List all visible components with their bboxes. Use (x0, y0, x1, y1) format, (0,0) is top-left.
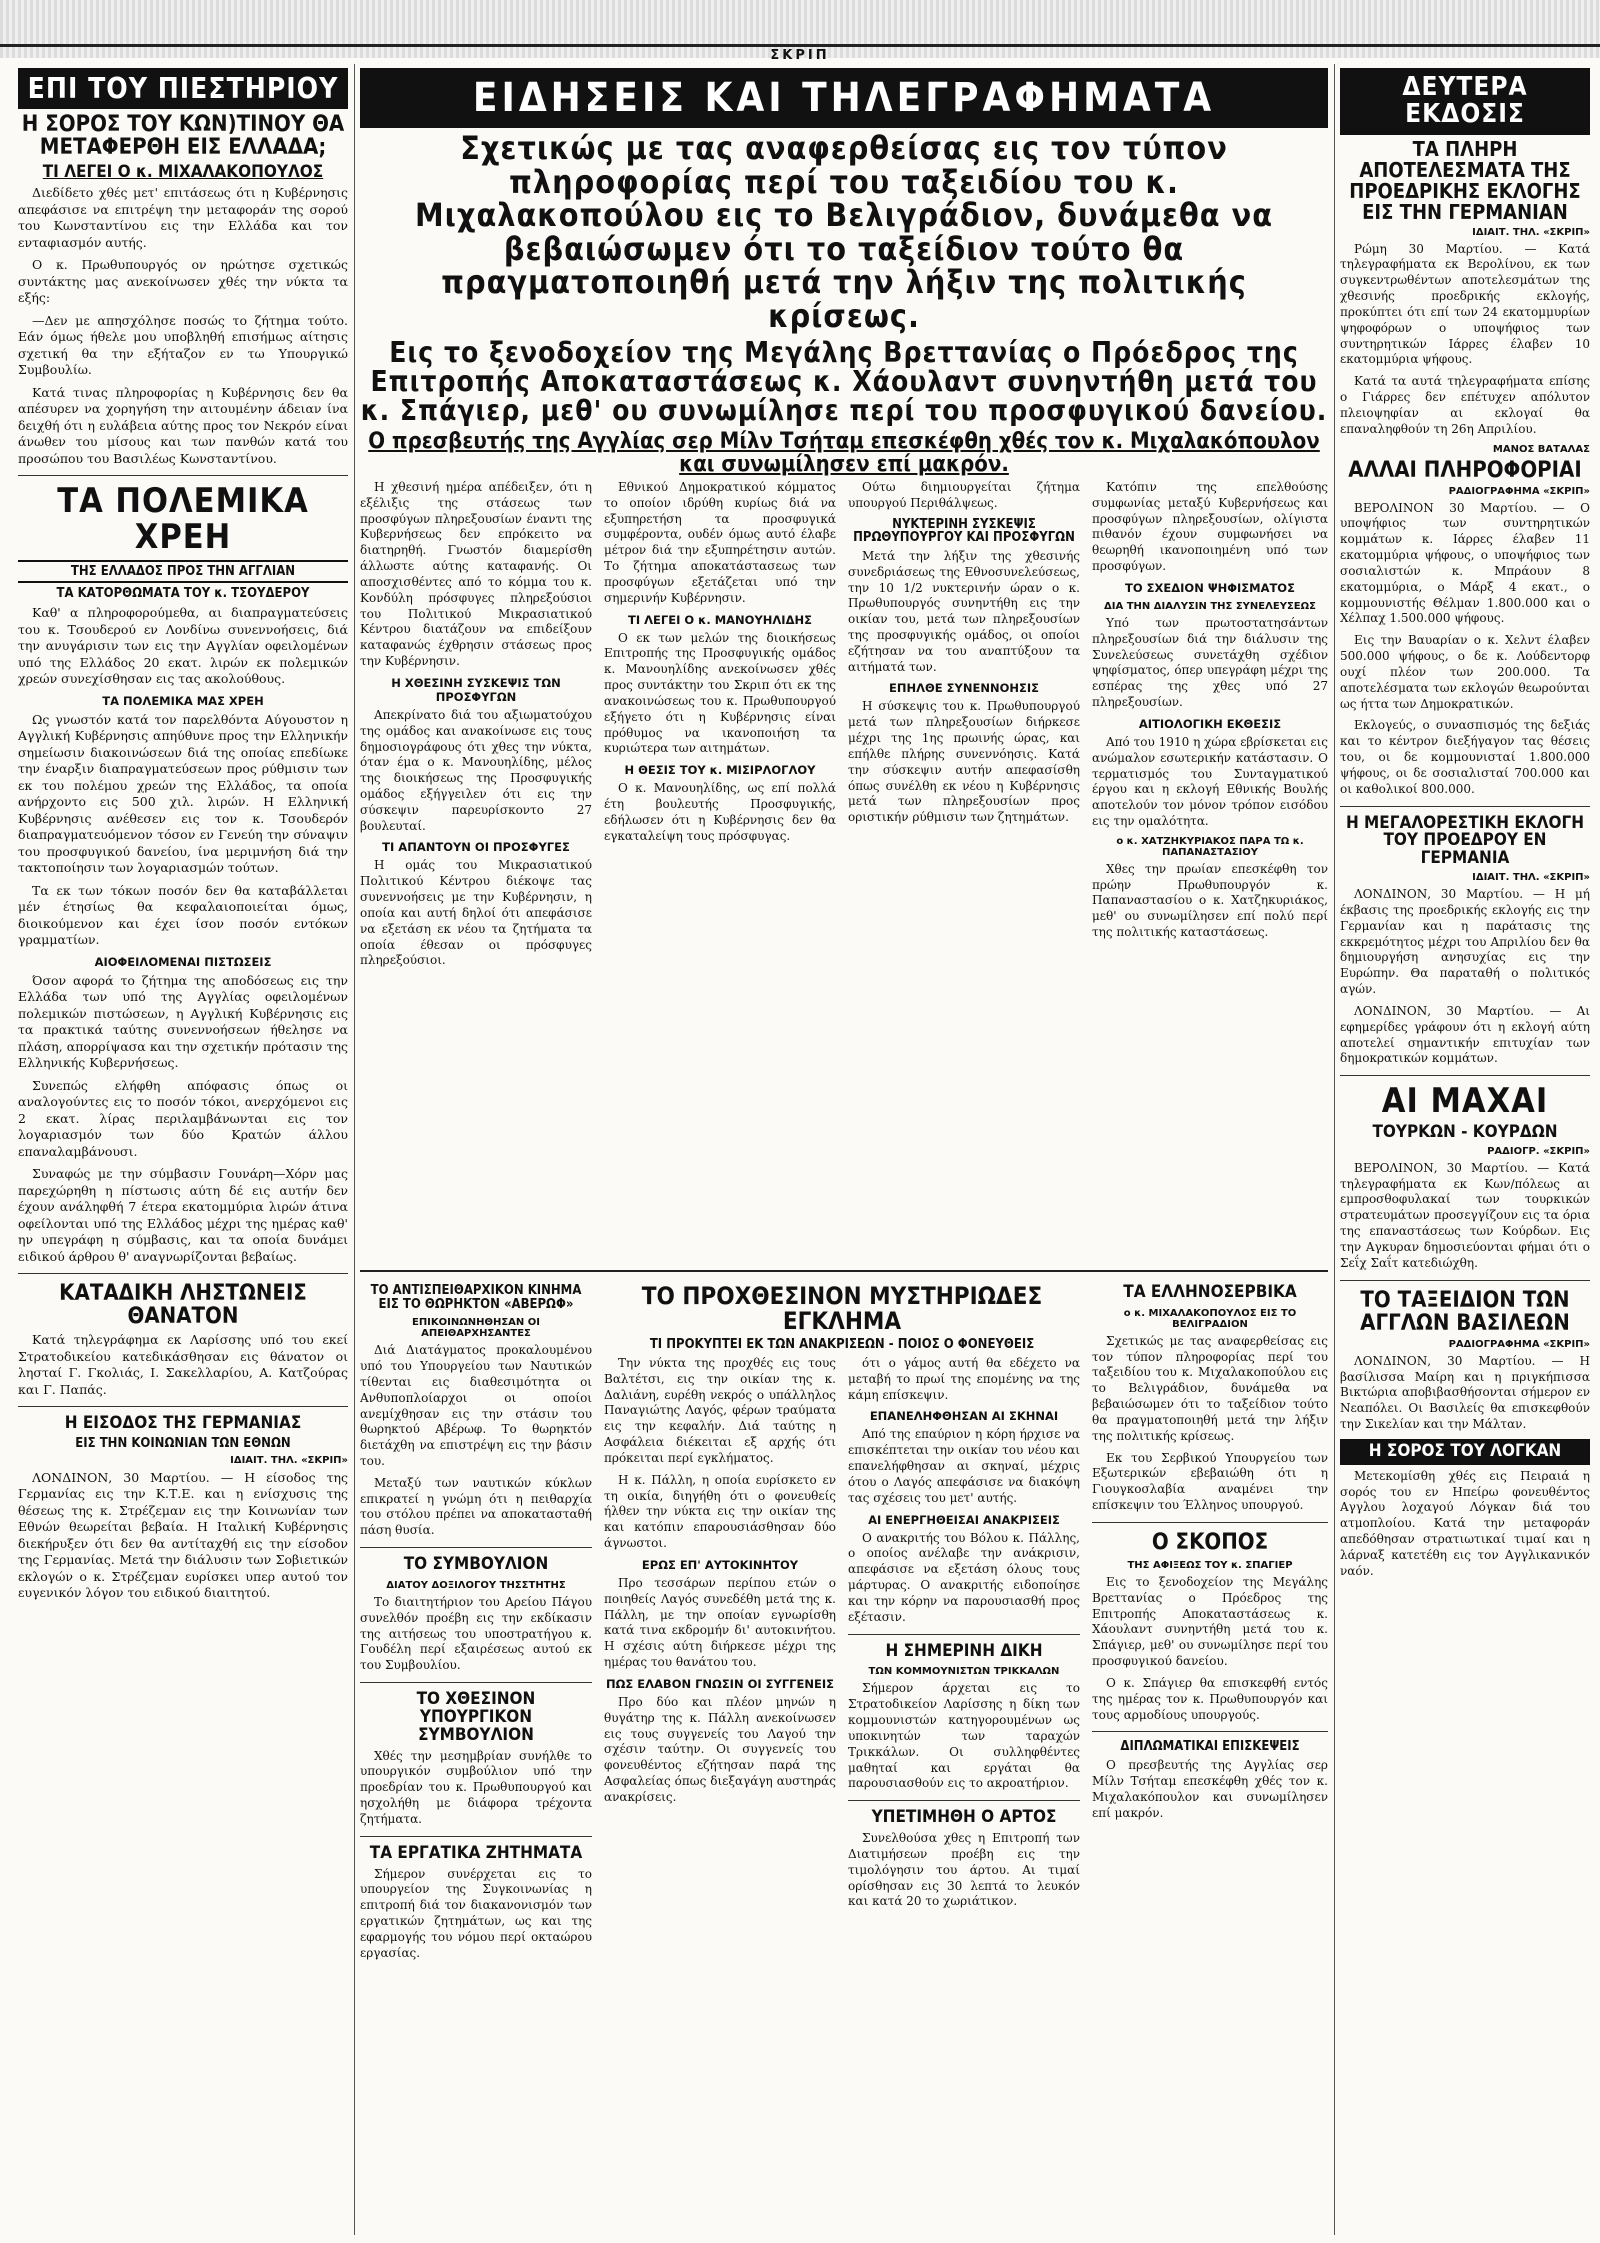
section-label: ΔΙΑ ΤΗΝ ΔΙΑΛΥΣΙΝ ΤΗΣ ΣΥΝΕΛΕΥΣΕΩΣ (1104, 600, 1316, 612)
headline-purpose: Ο ΣΚΟΠΟΣ (1151, 1529, 1269, 1555)
article-paragraph: —Δεν με απησχόλησε ποσώς το ζήτημα τούτο. Εάν όμως ήθελε μου υποβληθή επισήμως αίτησις σχετική θα την εξήταζον εν τω Υπουργικώ Συμβουλίω. (18, 312, 348, 378)
center-subcolumn (604, 1356, 836, 2176)
section-label: Η ΘΕΣΙΣ ΤΟΥ κ. ΜΙΣΙΡΛΟΓΛΟΥ (624, 763, 816, 778)
article-paragraph: ότι ο γάμος αυτή θα εδέχετο να μεταβή το πρωί της επομένης να της κάμη επίσκεψιν. (848, 1355, 1080, 1402)
center-subcolumn (848, 480, 1080, 1260)
headline-other-info: ΑΛΛΑΙ ΠΛΗΡΟΦΟΡΙΑΙ (1348, 457, 1582, 483)
article-paragraph: Ο πρεσβευτής της Αγγλίας σερ Μίλν Τσήταμ επεσκέφθη χθές τον κ. Μιχαλακόπουλον και συνωμίλησεν επί μακρόν. (1092, 1758, 1328, 1820)
article-paragraph: Κατά τηλεγράφημα εκ Λαρίσσης υπό του εκεί Στρατοδικείου κατεδικάσθησαν εις θάνατον οι λησταί Γ. Γκολιάς, Ι. Σακελλαρίου, Α. Κατζούρας και Γ. Παπάς. (18, 1332, 348, 1397)
section-label: ΤΙ ΛΕΓΕΙ Ο κ. ΜΑΝΟΥΗΛΙΔΗΣ (628, 612, 812, 627)
article-paragraph: Προ δύο και πλέον μηνών η θυγάτηρ της κ. Πάλλη ανεκοίνωσεν εις τους συγγενείς του Λαγού την σχέσιν ταύτην. Οι συγγενείς του φονευθέντος εζήτησαν παρά της Ασφαλείας όπως διεξαγάγη αυστηράς ανακρίσεις. (604, 1694, 836, 1804)
masthead-name: ΣΚΡΙΠ (770, 48, 830, 63)
article-paragraph: Εκ του Σερβικού Υπουργείου των Εξωτερικών εβεβαιώθη ότι η Γιουγκοσλαβία αναμένει την επίσκεψιν του Έλληνος υπουργού. (1092, 1450, 1328, 1513)
divider (848, 1800, 1080, 1801)
section-label: ΕΠΙΚΟΙΝΩΝΗΘΗΣΑΝ ΟΙ ΑΠΕΙΘΑΡΧΗΣΑΝΤΕΣ (411, 1317, 540, 1340)
center-section (360, 64, 1328, 2235)
headline-press: ΕΠΙ ΤΟΥ ΠΙΕΣΤΗΡΙΟΥ (18, 68, 348, 109)
article-paragraph: Συναφώς με την σύμβασιν Γουνάρη—Χόρν μας παρεχώρηθη η πίστωσις αύτη δέ εις αυτήν δεν έχουν ανάληφθή 7 έτερα εκατομμύρια λιρών άτινα οφείλονται υπό της Ελλάδος μέχρι της ημέρας καθ' ην υπεγράφη η σύμβασις, και τα οποία δυνάμει ειδικού άρθρου θ' αναγνωρίζονται βεβαίως. (18, 1166, 348, 1264)
article-paragraph: Εις το ξενοδοχείον της Μεγάλης Βρεττανίας ο Πρόεδρος της Επιτροπής Αποκαταστάσεως κ. Χάουλαντ συνηντήθη μετά του κ. Σπάγιερ, μεθ' ου συνωμίλησε περί του προσφυγικού δανείου. (1092, 1574, 1328, 1669)
wire-tag: ΙΔΙΑΙΤ. ΤΗΛ. «ΣΚΡΙΠ» (230, 1454, 348, 1466)
center-subcolumn (604, 480, 836, 1260)
subhead-michalakopoulos: ΤΙ ΛΕΓΕΙ Ο κ. ΜΙΧΑΛΑΚΟΠΟΥΛΟΣ (42, 161, 324, 182)
article-paragraph: Σχετικώς με τας αναφερθείσας εις τον τύπον πληροφορίας περί του ταξειδίου του κ. Μιχαλακοπούλου εις το Βελιγράδιον, δυνάμεθα να βεβαιώσωμεν ότι το ταξείδιον τούτο θα πραγματοποιηθή μετά την λήξιν της πολιτικής κρίσεως. (1092, 1333, 1328, 1443)
section-label: Η ΧΘΕΣΙΝΗ ΣΥΣΚΕΨΙΣ ΤΩΝ ΠΡΟΣΦΥΓΩΝ (391, 675, 561, 704)
article-paragraph: ΒΕΡΟΛΙΝΟΝ 30 Μαρτίου. — Ο υποψήφιος των συντηρητικών κομμάτων κ. Ιάρρες έλαβεν 11 εκατομμύρια ψήφους, ο υποψήφιος των σοσιαλιστών κ. Μπράουν 8 εκατομμύρια, ο Μάρξ 4 εκατ., ο κομμουνιστής Θέλμαν 1.800.000 και ο Χέλπαχ 1.500.000 ψήφους. (1340, 500, 1590, 626)
wire-tag: ΙΔΙΑΙΤ. ΤΗΛ. «ΣΚΡΙΠ» (1472, 226, 1590, 238)
article-paragraph: Καθ' α πληροφορούμεθα, αι διαπραγματεύσεις του κ. Τσουδερού εν Λονδίνω συνεννοήσεις, διά την ανυγάρισιν των εις την Αγγλίαν οφειλομένων υπό της Ελλάδος 20 εκατ. λιρών εκ πολεμικών χρεών συνεχίσθησαν εις τας ακολούθους. (18, 605, 348, 687)
article-paragraph: ΛΟΝΔΙΝΟΝ, 30 Μαρτίου. — Η μή έκβασις της προεδρικής εκλογής εις την Γερμανίαν και η παράτασις της εκκρεμότητος μέχρι του Απριλίου δεν θα δημιουργήση ανησυχίας εις την Ευρώπην. Θα παραταθή ο πολιτικός αγών. (1340, 887, 1590, 997)
section-label: ΤΟ ΣΧΕΔΙΟΝ ΨΗΦΙΣΜΑΤΟΣ (1125, 580, 1295, 595)
section-label: ΕΠΗΛΘΕ ΣΥΝΕΝΝΟΗΣΙΣ (889, 681, 1039, 696)
article-paragraph: Υπό των πρωτοστατησάντων πληρεξουσίων διά την διάλυσιν της Συνελεύσεως συνετάχθη σχέδιον ψηφίσματος, όπερ υπεγράφη μέχρι της εσπέρας της χθες υπό 27 πληρεξουσίων. (1092, 615, 1328, 710)
section-label: ΝΥΚΤΕΡΙΝΗ ΣΥΣΚΕΨΙΣ ΠΡΩΘΥΠΟΥΡΓΟΥ ΚΑΙ ΠΡΟΣΦΥΓΩΝ (853, 516, 1075, 546)
article-paragraph: ΛΟΝΔΙΝΟΝ, 30 Μαρτίου. — Η βασίλισσα Μαίρη και η πριγκήπισσα Βικτώρια αποβιβασθήσονται σήμερον εν Νεαπόλει. Οι Βασιλείς θα επισκεφθούν την Σικελίαν και την Μάλταν. (1340, 1353, 1590, 1431)
article-paragraph: Τα εκ των τόκων ποσόν δεν θα καταβάλλεται μέν έτησίως θα κεφαλαιοποιείται όμως, διοικούμενον και έχει ίσον ποσόν εντόκων γραμματίων. (18, 882, 348, 948)
divider (1092, 1731, 1328, 1732)
section-banner: ΕΙΔΗΣΕΙΣ ΚΑΙ ΤΗΛΕΓΡΑΦΗΜΑΤΑ (360, 68, 1328, 128)
wire-tag: ΡΑΔΙΟΓΡΑΦΗΜΑ «ΣΚΡΙΠ» (1448, 485, 1590, 497)
headline-bread: ΥΠΕΤΙΜΗΘΗ Ο ΑΡΤΟΣ (871, 1807, 1057, 1828)
headline-council: ΤΟ ΣΥΜΒΟΥΛΙΟΝ (403, 1554, 549, 1575)
headline-mysterious-crime: ΤΟ ΠΡΟΧΘΕΣΙΝΟΝ ΜΥΣΤΗΡΙΩΔΕΣ ΕΓΚΛΗΜΑ (641, 1281, 1043, 1336)
section-label: ΕΠΑΝΕΛΗΦΘΗΣΑΝ ΑΙ ΣΚΗΝΑΙ (869, 1409, 1059, 1424)
section-label: ΑΙΤΙΟΛΟΓΙΚΗ ΕΚΘΕΣΙΣ (1138, 716, 1282, 731)
headline-logan-coffin: Η ΣΟΡΟΣ ΤΟΥ ΛΟΓΚΑΝ (1340, 1439, 1590, 1465)
center-subcolumn (848, 1356, 1080, 2176)
article-paragraph: Μετά την λήξιν της χθεσινής συνεδριάσεως της Εθνοσυνελεύσεως, την 10 1/2 νυκτερινήν ώραν ο κ. Πρωθυπουργός συνηντήθη εις την οικίαν του, μετά των πληρεξουσίων της προσφυγικής ομάδος, οι οποίοι εζήτησαν να του αναπτύξουν τα αιτήματά των. (848, 548, 1080, 674)
article-paragraph: Μετεκομίσθη χθές εις Πειραιά η σορός του εν Ηπείρω φονευθέντος Αγγλου λοχαγού Λόγκαν διά του ατμοπλοίου. Κατά την μεταφοράν απεδόθησαν στρατιωτικαί τιμαί και η λάρναξ κατετέθη εις τον Αγγλικανικόν ναόν. (1340, 1468, 1590, 1578)
article-paragraph: Η κ. Πάλλη, η οποία ευρίσκετο εν τη οικία, διηγήθη ότι ο φονευθείς ήλθεν την νύκτα εις την οικίαν της και κατόπιν επαρουσιάσθησαν δύο άγνωστοι. (604, 1472, 836, 1551)
center-subcolumn (1092, 480, 1328, 1260)
headline-labor: ΤΑ ΕΡΓΑΤΙΚΑ ΖΗΤΗΜΑΤΑ (369, 1842, 583, 1863)
divider (1340, 1280, 1590, 1281)
divider (1340, 1075, 1590, 1076)
center-subcolumn (360, 480, 592, 1260)
headline-death-sentence: ΚΑΤΑΔΙΚΗ ΛΗΣΤΩΝΕΙΣ ΘΑΝΑΤΟΝ (59, 1281, 307, 1330)
article-paragraph: Ως γνωστόν κατά τον παρελθόντα Αύγουστον η Αγγλική Κυβέρνησις απηύθυνε προς την Ελληνικήν σημείωσιν διακοινώσεων διά της οποίας επεδίωκε την έναρξιν διαπραγματεύσεων προς ρύθμισιν των εκ του πολέμου χρεών της Ελλάδος, τα οποία ανήρχοντο εις 500 χιλ. λιρών. Η Ελληνική Κυβέρνησις ανέθεσεν εις τον κ. Τσουδερόν διαπραγματευόμενον τόσον εν Γενεύη την σύναψιν του προσφυγικού δανείου, ίνα μεριμνήση διά την τακτοποίησιν των λογαριασμών τούτων. (18, 711, 348, 876)
article-paragraph: Το διαιτητήριον του Αρείου Πάγου συνελθόν προέβη εις την εκδίκασιν της αιτήσεως του υποστρατήγου κ. Γουδέλη περί εξαιρέσεως αυτού εκ του Συμβουλίου. (360, 1594, 592, 1673)
section-label: ΑΙΟΦΕΙΛΟΜΕΝΑΙ ΠΙΣΤΩΣΕΙΣ (94, 954, 272, 969)
article-paragraph: Ο κ. Μανουηλίδης, ως επί πολλά έτη βουλευτής Προσφυγικής, εδήλωσεν ότι η Κυβέρνησις δεν θα εγκαταλείψη τους πρόσφυγας. (604, 781, 836, 843)
article-paragraph: Κατόπιν της επελθούσης συμφωνίας μεταξύ Κυβερνήσεως και προσφύγων πληρεξουσίων, ολίγιστα πιθανόν έχουν συμφωνήσει να θεωρηθή ικανοποιημένη υπό των προσφύγων. (1092, 479, 1328, 574)
headline-royal-trip: ΤΟ ΤΑΞΕΙΔΙΟΝ ΤΩΝ ΑΓΓΛΩΝ ΒΑΣΙΛΕΩΝ (1360, 1287, 1570, 1336)
headline-second-edition: ΔΕΥΤΕΡΑ ΕΚΔΟΣΙΣ (1340, 68, 1590, 135)
column-rule (354, 64, 355, 2235)
headline-averof-mutiny: ΤΟ ΑΝΤΙΣΠΕΙΘΑΡΧΙΚΟΝ ΚΙΝΗΜΑ ΕΙΣ ΤΟ ΘΩΡΗΚΤΟΝ «ΑΒΕΡΩΦ» (370, 1282, 582, 1312)
article-paragraph: Σήμερον συνέρχεται εις το υπουργείον της Συγκοινωνίας η επιτροπή διά τον διακανονισμόν των εργατικών ζητημάτων, ως και της εφαρμογής του νόμου περί οκταώρου εργασίας. (360, 1866, 592, 1960)
article-paragraph: Από της επαύριον η κόρη ήρχισε να επισκέπτεται την οικίαν του νέου και επανελήφθησαν αι σκηναί, μέχρις ότου ο Λαγός απεφάσισε να διακόψη τας σχέσεις του μετ' αυτής. (848, 1427, 1080, 1505)
article-paragraph: Κατά τα αυτά τηλεγραφήματα επίσης ο Γιάρρες δεν επέτυχεν απόλυτον πλειοψηφίαν αι εκλογαί θα επαναληφθούν τη 26η Απριλίου. (1340, 374, 1590, 436)
article-paragraph: Ο εκ των μελών της διοικήσεως Επιτροπής της Προσφυγικής ομάδος κ. Μανουηλίδης ανεκοίνωσεν χθές προς συντάκτην του Σκριπ ότι εκ της ανακοινώσεως του κ. Πρωθυπουργού εξήγετο ότι η Κυβέρνησις είναι πρόθυμος να ικανοποιήση τα κυριώτερα των αιτημάτων. (604, 630, 836, 756)
divider (360, 1547, 592, 1548)
section-label: ΑΙ ΕΝΕΡΓΗΘΕΙΣΑΙ ΑΝΑΚΡΙΣΕΙΣ (868, 1512, 1060, 1527)
masthead (0, 0, 1600, 63)
headline-cabinet: ΤΟ ΧΘΕΣΙΝΟΝ ΥΠΟΥΡΓΙΚΟΝ ΣΥΜΒΟΥΛΙΟΝ (416, 1689, 536, 1745)
wire-tag: ΡΑΔΙΟΓΡ. «ΣΚΡΙΠ» (1487, 1145, 1590, 1157)
headline-germany-entry: Η ΕΙΣΟΔΟΣ ΤΗΣ ΓΕΡΜΑΝΙΑΣ (64, 1413, 302, 1434)
subhead-greece-england: ΤΗΣ ΕΛΛΑΔΟΣ ΠΡΟΣ ΤΗΝ ΑΓΓΛΙΑΝ (18, 560, 348, 584)
section-label: ΕΡΩΣ ΕΠ' ΑΥΤΟΚΙΝΗΤΟΥ (641, 1557, 799, 1572)
article-paragraph: Ο κ. Πρωθυπουργός ον ηρώτησε σχετικώς συντάκτης μας ανεκοίνωσεν χθές την νύκτα τα εξής: (18, 257, 348, 306)
article-paragraph: ΛΟΝΔΙΝΟΝ, 30 Μαρτίου. — Αι εφημερίδες γράφουν ότι η εκλογή αύτη αποτελεί σημαντικήν επιτυχίαν των δημοκρατικών κομμάτων. (1340, 1003, 1590, 1066)
article-paragraph: ΒΕΡΟΛΙΝΟΝ, 30 Μαρτίου. — Κατά τηλεγραφήματα εκ Κων/πόλεως αι εμπροσθοφυλακαί των τουρκικών στρατευμάτων προσεγγίζουν εις τα όρια της επαναστάσεως των Κούρδων. Εις την Αγκυραν δημοσιεύονται φήμαι ότι ο Σεΐχ Σαΐτ κατεδιώχθη. (1340, 1160, 1590, 1270)
divider (18, 1406, 348, 1407)
byline: ΜΑΝΟΣ ΒΑΤΑΛΑΣ (1492, 443, 1590, 455)
left-column (18, 64, 348, 2235)
right-column (1340, 64, 1590, 2235)
article-paragraph: Συνεπώς ελήφθη απόφασις όπως οι αναλογούντες εις το ποσόν τόκοι, ανερχόμενοι εις 2 εκατ. λίρας περιλαμβάνωνται εις τον λογαριασμόν των δύο Κρατών άλλου επαναλαμβάνουσι. (18, 1077, 348, 1159)
subhead-turks-kurds: ΤΟΥΡΚΩΝ - ΚΟΥΡΔΩΝ (1372, 1121, 1558, 1142)
article-paragraph: ΛΟΝΔΙΝΟΝ, 30 Μαρτίου. — Η είσοδος της Γερμανίας εις την Κ.Τ.Ε. και η ενίσχυσις της θέσεως της κ. Στρέζεμαν εις την Κοινωνίαν των Εθνών θεωρείται βεβαία. Η Ιταλική Κυβέρνησις διεκήρυξεν ότι δεν θα αντίταχθή εις την είσοδον της Γερμανίας. Μετά την διάλυσιν των Σοβιετικών εκλογών ο κ. Στρέζεμαν ευρίσκει υπερ αυτού τον ευγενικόν λόγον του ειδικού διαιτητού. (18, 1469, 348, 1601)
center-subcolumn (360, 1280, 592, 2180)
section-label: ο κ. ΜΙΧΑΛΑΚΟΠΟΥΛΟΣ ΕΙΣ ΤΟ ΒΕΛΙΓΡΑΔΙΟΝ (1123, 1307, 1297, 1330)
center-columns (360, 480, 1328, 2180)
headline-war-debts: ΤΑ ΠΟΛΕΜΙΚΑ ΧΡΕΗ (57, 481, 309, 558)
headline-diplomatic-visits: ΔΙΠΛΩΜΑΤΙΚΑΙ ΕΠΙΣΚΕΨΕΙΣ (1120, 1739, 1300, 1755)
headline-greek-serbian: ΤΑ ΕΛΛΗΝΟΣΕΡΒΙΚΑ (1123, 1281, 1297, 1302)
article-paragraph: Προ τεσσάρων περίπου ετών ο ποιηθείς Λαγός συνεδέθη μετά της κ. Πάλλη, με την οποίαν εγνωρίσθη κατά τινα εκδρομήν δι' αυτοκινήτου. Η σχέσις αύτη διήρκεσε μέχρι της ημέρας του θανάτου του. (604, 1575, 836, 1670)
divider (360, 1270, 1328, 1272)
subhead-asia-minor-deputies: Ο πρεσβευτής της Αγγλίας σερ Μίλν Τσήταμ επεσκέφθη χθές τον κ. Μιχαλακόπουλον και συνωμίλησεν επί μακρόν. (368, 428, 1320, 477)
crime-columns (604, 1356, 1080, 2176)
section-label: ΤΙ ΑΠΑΝΤΟΥΝ ΟΙ ΠΡΟΣΦΥΓΕΣ (382, 840, 570, 855)
article-paragraph: Εκλογεύς, ο συνασπισμός της δεξιάς και το κέντρον διεξήγαγον τας θέσεις του, οι δε κομμουνισταί 1.800.000 ψήφους, οι δε σοσιαλισταί 700.000 και οι καθολικοί 800.000. (1340, 718, 1590, 796)
masthead-rule (0, 44, 1600, 47)
divider (360, 1836, 592, 1837)
divider (848, 1634, 1080, 1635)
section-label: ΤΗΣ ΑΦΙΞΕΩΣ ΤΟΥ κ. ΣΠΑΓΙΕΡ (1127, 1559, 1293, 1571)
section-label: ο κ. ΧΑΤΖΗΚΥΡΙΑΚΟΣ ΠΑΡΑ ΤΩ κ. ΠΑΠΑΝΑΣΤΑΣΙΟΥ (1116, 835, 1304, 858)
article-paragraph: Χθές την μεσημβρίαν συνήλθε το υπουργικόν συμβούλιον υπό την προεδρίαν του κ. Πρωθυπουργού και ησχολήθη με διάφορα τρέχοντα ζητήματα. (360, 1748, 592, 1826)
article-paragraph: Όσον αφορά το ζήτημα της αποδόσεως εις την Ελλάδα των υπό της Αγγλίας οφειλομένων πολεμικών πιστώσεων, η Αγγλική Κυβέρνησις εις τα πρακτικά ταύτης συνεννοήσεων ήθελησε να πλάση, απορρίψασα και την σχετικήν πρότασιν της Ελληνικής Κυβερνήσεως. (18, 972, 348, 1071)
crime-story (604, 1280, 1080, 2180)
article-paragraph: Η ομάς του Μικρασιατικού Πολιτικού Κέντρου διέκοψε τας συνεννοήσεις με την Κυβέρνησιν, η οποία και αυτή δηλοί ότι απεφάσισε να εξετάση εκ νέου τα ζητήματα τα οποία έθεσαν οι πρόσφυγες πληρεξούσιοι. (360, 858, 592, 968)
center-subcolumn (1092, 1280, 1328, 2180)
article-paragraph: Απεκρίνατο διά του αξιωματούχου της ομάδος και ανακοίνωσε εις τους δημοσιογράφους ότι χθες την νύκτα, όταν έμα ο κ. Μανουηλίδης, μέλος της διοικήσεως της Προσφυγικής ομάδος εξήγγειλεν ότι εις την σύσκεψιν παρευρίσκοντο 27 βουλευταί. (360, 707, 592, 833)
section-label: ΠΩΣ ΕΛΑΒΟΝ ΓΝΩΣΙΝ ΟΙ ΣΥΓΓΕΝΕΙΣ (606, 1676, 834, 1691)
headline-president-election: Η ΜΕΓΑΛΟΡΕΣΤΙΚΗ ΕΚΛΟΓΗ ΤΟΥ ΠΡΟΕΔΡΟΥ ΕΝ ΓΕΡΜΑΝΙΑ (1345, 812, 1585, 869)
article-paragraph: Εθνικού Δημοκρατικού κόμματος το οποίον ιδρύθη κυρίως διά να εξυπηρετήση τα προσφυγικά συμφέροντα, ουδέν όμως αυτό έλαβε μέτρον διά την εξυπηρέτησιν αυτών. Το ζήτημα αποκατάστασεως των προσφύγων εξετάζεται υπό την σημερινήν Κυβέρνησιν. (604, 479, 836, 605)
article-paragraph: Ο κ. Σπάγιερ θα επισκεφθή εντός της ημέρας τον κ. Πρωθυπουργόν και τους αρμοδίους υπουργούς. (1092, 1675, 1328, 1722)
headline-battles: ΑΙ ΜΑΧΑΙ (1381, 1081, 1549, 1122)
article-paragraph: Κατά τινας πληροφορίας η Κυβέρνησις δεν θα απέσυρεν να χορηγήση την αιτουμένην άδειαν ίνα δειχθή ότι η ευλάβεια αύτης προς τον Νεκρόν είναι άνωθεν του μίσους και των πανθών κατά του προσώπου του Βασιλέως Κωνσταντίνου. (18, 384, 348, 466)
article-paragraph: Μεταξύ των ναυτικών κύκλων επικρατεί η γνώμη ότι η πειθαρχία του στόλου πρέπει να αποκατασταθή πάση θυσία. (360, 1475, 592, 1538)
article-paragraph: Διεδίδετο χθές μετ' επιτάσεως ότι η Κυβέρνησις απεφάσισε να επιτρέψη την μεταφοράν της σορού του Κωνσταντίνου εις την Ελλάδα και τον ενταφιασμόν αυτής. (18, 185, 348, 250)
headline-constantine-coffin: Η ΣΟΡΟΣ ΤΟΥ ΚΩΝ)ΤΙΝΟΥ ΘΑ ΜΕΤΑΦΕΡΘΗ ΕΙΣ ΕΛΛΑΔΑ; (21, 112, 345, 161)
section-label: ΔΙΑΤΟΥ ΔΟΞΙΛΟΓΟΥ ΤΗΣΣΤΗΤΗΣ (386, 1579, 566, 1591)
article-paragraph: Εις την Βαυαρίαν ο κ. Χελντ έλαβεν 500.000 ψήφους, ο δε κ. Λούδεντορφ ουχί πλέον των 200.000. Τα αποτελέσματα των εκλογών θεωρούνται ως ήττα των Δημοκρατικών. (1340, 633, 1590, 711)
subhead-league-of-nations: ΕΙΣ ΤΗΝ ΚΟΙΝΩΝΙΑΝ ΤΩΝ ΕΘΝΩΝ (75, 1436, 291, 1452)
article-paragraph: Η χθεσινή ημέρα απέδειξεν, ότι η εξέλιξις της στάσεως των προσφύγων πληρεξουσίων έναντι της Κυβερνήσεως δεν επρόκειτο να διατηρηθή. Γνωστόν διαμερίσθη άλλωστε αύτης καταφανής. Οι αποσχισθέντες από το κόμμα του κ. Κονδύλη πρόσφυγες πληρεξούσιοι του Πολιτικού Μικρασιατικού Κέντρου διατάζουν να επιδείξουν καταφανώς έχθρησιν στάσεως προς την Κυβέρνησιν. (360, 479, 592, 669)
wire-tag: ΡΑΔΙΟΓΡΑΦΗΜΑ «ΣΚΡΙΠ» (1448, 1338, 1590, 1350)
section-label: ΤΑ ΠΟΛΕΜΙΚΑ ΜΑΣ ΧΡΕΗ (102, 693, 264, 708)
divider (1092, 1522, 1328, 1523)
headline-agreement: Σχετικώς με τας αναφερθείσας εις τον τύπον πληροφορίας περί του ταξειδίου του κ. Μιχαλακοπούλου εις το Βελιγράδιον, δυνάμεθα να βεβαιώσωμεν ότι το ταξείδιον τούτο θα πραγματοποιηθή μετά την λήξιν της πολιτικής κρίσεως. (415, 129, 1273, 335)
subhead-investigation: ΤΙ ΠΡΟΚΥΠΤΕΙ ΕΚ ΤΩΝ ΑΝΑΚΡΙΣΕΩΝ - ΠΟΙΟΣ Ο ΦΟΝΕΥΘΕΙΣ (649, 1337, 1035, 1353)
article-paragraph: Ούτω διημιουργείται ζήτημα υπουργού Περιθάλψεως. (848, 479, 1080, 510)
article-paragraph: Χθες την πρωίαν επεσκέφθη τον πρώην Πρωθυπουργόν κ. Παπαναστασίου ο κ. Χατζηκυριάκος, μεθ' ου συνωμίλησεν επί πολύ περί της πολιτικής καταστάσεως. (1092, 861, 1328, 940)
divider (18, 475, 348, 476)
divider (18, 1273, 348, 1274)
section-label: ΤΩΝ ΚΟΜΜΟΥΝΙΣΤΩΝ ΤΡΙΚΚΑΛΩΝ (868, 1666, 1060, 1678)
article-paragraph: Διά Διατάγματος προκαλουμένου υπό του Υπουργείου των Ναυτικών τίθενται εις διαθεσιμότητα οι Ανθυποπλοίαρχοι οι οποίοι ανεμίχθησαν εις την στάσιν του θωρηκτού Αβέρωφ. Το θωρηκτόν διετάχθη να επιστρέψη εις την βάσιν του. (360, 1343, 592, 1468)
column-rule (1334, 64, 1335, 2235)
article-paragraph: Η σύσκεψις του κ. Πρωθυπουργού μετά των πληρεξουσίων διήρκεσε μέχρι της 1ης πρωινής ώρας, και επήλθε πλήρης συνεννόησις. Κατά την σύσκεψιν αυτήν απεφασίσθη όπως συνέλθη εκ νέου η Κυβέρνησις μετά των πληρεξουσίων προς οριστικήν ρύθμισιν των ζητημάτων. (848, 699, 1080, 825)
article-paragraph: Την νύκτα της προχθές εις τους Βαλτέτσι, εις την οικίαν της κ. Δαλιάνη, ευρέθη νεκρός ο υπάλληλος Παναγιώτης Λαγός, φέρων τραύματα εις την κεφαλήν. Διά ταύτης η Ασφάλεια διέκειται εξ αρχής ότι πρόκειται περί εγκλήματος. (604, 1355, 836, 1465)
article-paragraph: Σήμερον άρχεται εις το Στρατοδικείον Λαρίσσης η δίκη των κομμουνιστών κατηγορουμένων ως υποκινητών των ταραχών Τρικκάλων. Οι συλληφθέντες μαθηταί και εργάται θα παρουσιασθούν εις το ακροατήριον. (848, 1681, 1080, 1791)
article-paragraph: Ρώμη 30 Μαρτίου. — Κατά τηλεγραφήματα εκ Βερολίνου, εκ των συγκεντρωθέντων αποτελεσμάτων της χθεσινής προεδρικής εκλογής, προκύπτει ότι επί των 24 εκατομμυρίων ψηφοφόρων ο υποψήφιος των συντηρητικών Ιάρρες έλαβεν 10 εκατομμύρια ψήφους. (1340, 241, 1590, 367)
divider (1340, 806, 1590, 807)
article-paragraph: Συνελθούσα χθες η Επιτροπή των Διατιμήσεων προέβη εις την τιμολόγησιν του άρτου. Αι τιμαί ορίσθησαν εις 30 λεπτά το λευκόν και κατά 20 το χωριάτικον. (848, 1831, 1080, 1909)
article-paragraph: Από του 1910 η χώρα εβρίσκεται εις ανώμαλον εσωτερικήν κατάστασιν. Ο τερματισμός του Συνταγματικού έργου και η εκλογή Εθνικής Βουλής αποτελούν τον μόνον τρόπον εισόδου εις την ομαλότητα. (1092, 734, 1328, 828)
divider (360, 1682, 592, 1683)
article-paragraph: Ο ανακριτής του Βόλου κ. Πάλλης, ο οποίος ανέλαβε την ανάκρισιν, απεφάσισε να εξετάση όλους τους μάρτυρας. Ο ανακριτής ειδοποίησε και την κόρην να παρουσιασθή προς εξέτασιν. (848, 1530, 1080, 1624)
headline-prime-minister: Εις το ξενοδοχείον της Μεγάλης Βρεττανίας ο Πρόεδρος της Επιτροπής Αποκαταστάσεως κ. Χάουλαντ συνηντήθη μετά του κ. Σπάγιερ, μεθ' ου συνωμίλησε περί του προσφυγικού δανείου. (360, 335, 1328, 428)
headline-trial: Η ΣΗΜΕΡΙΝΗ ΔΙΚΗ (885, 1640, 1043, 1661)
headline-german-election: ΤΑ ΠΛΗΡΗ ΑΠΟΤΕΛΕΣΜΑΤΑ ΤΗΣ ΠΡΟΕΔΡΙΚΗΣ ΕΚΛΟΓΗΣ ΕΙΣ ΤΗΝ ΓΕΡΜΑΝΙΑΝ (1349, 136, 1581, 224)
wire-tag: ΙΔΙΑΙΤ. ΤΗΛ. «ΣΚΡΙΠ» (1472, 872, 1590, 884)
subhead-tsouderos: ΤΑ ΚΑΤΟΡΘΩΜΑΤΑ ΤΟΥ κ. ΤΣΟΥΔΕΡΟΥ (56, 586, 310, 602)
